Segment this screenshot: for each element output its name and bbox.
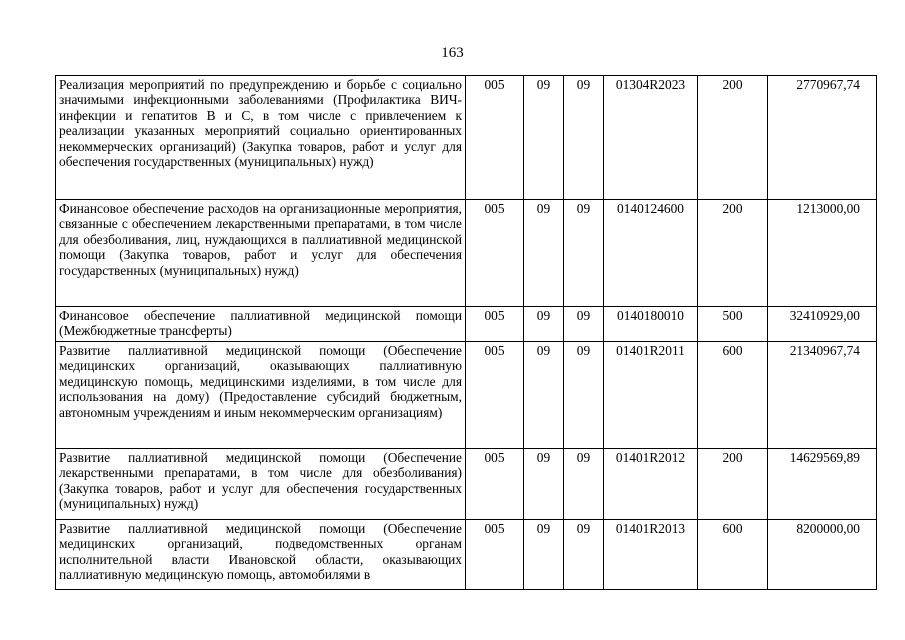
ministry-code-cell: 005 <box>466 76 524 200</box>
expense-name-cell: Развитие паллиативной медицинской помощи (Обеспечение медицинских организаций, подведомственных органам исполнительной власти Ивановской области, оказывающих паллиативную медицинскую помощь, автомобилями в <box>56 520 466 590</box>
ministry-code-cell: 005 <box>466 520 524 590</box>
section-code-cell: 09 <box>524 449 564 520</box>
target-code-cell: 01401R2011 <box>604 342 698 449</box>
subsection-code-cell: 09 <box>564 449 604 520</box>
amount-cell: 1213000,00 <box>768 200 877 307</box>
expense-type-cell: 500 <box>698 307 768 342</box>
ministry-code-cell: 005 <box>466 449 524 520</box>
amount-cell: 14629569,89 <box>768 449 877 520</box>
expense-name-cell: Реализация мероприятий по предупреждению и борьбе с социально значимыми инфекционными заболеваниями (Профилактика ВИЧ-инфекции и гепатитов В и С, в том числе с привлечением к реализации указанных мероприятий социально ориентированных некоммерческих организаций) (Закупка товаров, работ и услуг для обеспечения государственных (муниципальных) нужд) <box>56 76 466 200</box>
table-row <box>56 342 877 449</box>
target-code-cell: 01401R2013 <box>604 520 698 590</box>
ministry-code-cell: 005 <box>466 342 524 449</box>
expense-name-cell: Финансовое обеспечение расходов на организационные мероприятия, связанные с обеспечением лекарственными препаратами, в том числе для обезболивания, лиц, нуждающихся в паллиативной медицинской помощи (Закупка товаров, работ и услуг для обеспечения государственных (муниципальных) нужд) <box>56 200 466 307</box>
expense-name-cell: Финансовое обеспечение паллиативной медицинской помощи (Межбюджетные трансферты) <box>56 307 466 342</box>
subsection-code-cell: 09 <box>564 520 604 590</box>
page-number: 163 <box>441 45 464 61</box>
target-code-cell: 01401R2012 <box>604 449 698 520</box>
table-row <box>56 307 877 342</box>
expense-type-cell: 200 <box>698 449 768 520</box>
expense-type-cell: 600 <box>698 520 768 590</box>
expense-type-cell: 600 <box>698 342 768 449</box>
table-row <box>56 200 877 307</box>
section-code-cell: 09 <box>524 342 564 449</box>
target-code-cell: 01304R2023 <box>604 76 698 200</box>
expense-type-cell: 200 <box>698 200 768 307</box>
section-code-cell: 09 <box>524 520 564 590</box>
target-code-cell: 0140180010 <box>604 307 698 342</box>
table-row <box>56 449 877 520</box>
amount-cell: 32410929,00 <box>768 307 877 342</box>
section-code-cell: 09 <box>524 76 564 200</box>
expense-type-cell: 200 <box>698 76 768 200</box>
expense-name-cell: Развитие паллиативной медицинской помощи (Обеспечение лекарственными препаратами, в том числе для обезболивания) (Закупка товаров, работ и услуг для обеспечения государственных (муниципальных) нужд) <box>56 449 466 520</box>
subsection-code-cell: 09 <box>564 342 604 449</box>
amount-cell: 8200000,00 <box>768 520 877 590</box>
amount-cell: 21340967,74 <box>768 342 877 449</box>
budget-table <box>55 75 877 590</box>
table-row <box>56 520 877 590</box>
subsection-code-cell: 09 <box>564 200 604 307</box>
expense-name-cell: Развитие паллиативной медицинской помощи (Обеспечение медицинских организаций, оказывающих паллиативную медицинскую помощь, медицинскими изделиями, в том числе для использования на дому) (Предоставление субсидий бюджетным, автономным учреждениям и иным некоммерческим организациям) <box>56 342 466 449</box>
section-code-cell: 09 <box>524 200 564 307</box>
amount-cell: 2770967,74 <box>768 76 877 200</box>
ministry-code-cell: 005 <box>466 200 524 307</box>
subsection-code-cell: 09 <box>564 76 604 200</box>
ministry-code-cell: 005 <box>466 307 524 342</box>
target-code-cell: 0140124600 <box>604 200 698 307</box>
subsection-code-cell: 09 <box>564 307 604 342</box>
table-row <box>56 76 877 200</box>
section-code-cell: 09 <box>524 307 564 342</box>
